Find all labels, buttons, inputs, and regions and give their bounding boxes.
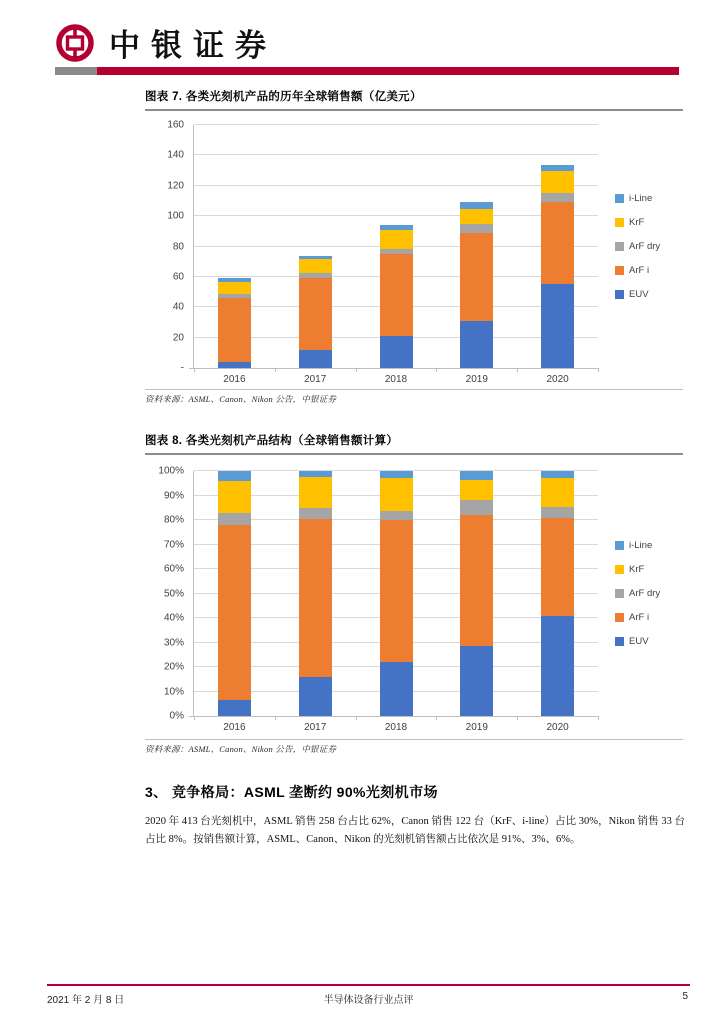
legend-label: i-Line — [629, 539, 653, 551]
header-rule — [55, 67, 679, 75]
legend-swatch — [615, 290, 624, 299]
legend-swatch — [615, 218, 624, 227]
legend-item — [615, 540, 683, 551]
figure-7-title-rule — [145, 109, 683, 111]
boc-emblem-icon — [55, 23, 95, 63]
x-axis-label: 2019 — [465, 374, 488, 385]
legend-swatch — [615, 266, 624, 275]
legend-label: ArF i — [629, 611, 650, 623]
header-logo — [55, 20, 277, 65]
figure-8-source: 资料来源：ASML、Canon、Nikon 公告，中银证券 — [145, 744, 337, 754]
bar-segment — [299, 273, 332, 278]
bar-segment — [541, 171, 574, 193]
bar-segment — [380, 520, 413, 662]
legend-item — [615, 588, 683, 599]
y-axis-label: 160 — [167, 119, 184, 131]
y-axis-label: 10% — [163, 686, 184, 697]
x-axis-label: 2020 — [546, 722, 569, 733]
bar-segment — [380, 249, 413, 254]
x-axis-tick — [517, 716, 518, 720]
y-axis — [145, 119, 189, 374]
figure-8-chart — [145, 461, 683, 739]
x-axis-tick — [275, 368, 276, 372]
figure-8-title: 图表 8. 各类光刻机产品结构（全球销售额计算） — [145, 435, 399, 447]
bar-segment — [460, 209, 493, 224]
footer-rule — [47, 984, 690, 986]
bar-segment — [218, 700, 251, 716]
legend-swatch — [615, 541, 624, 550]
y-axis-label: 120 — [167, 180, 184, 192]
x-axis-tick — [436, 368, 437, 372]
figure-7-source: 资料来源：ASML、Canon、Nikon 公告，中银证券 — [145, 394, 337, 404]
bar-segment — [299, 278, 332, 349]
section-body: 2020 年 413 台光刻机中，ASML 销售 258 台占比 62%，Canon 销售 122 台（KrF、i-line）占比 30%，Nikon 销售 33 台占比 8%。按销售额计算，ASML、Canon、Nikon 的光刻机销售额占比依次是 91%、3%、6%。 — [145, 816, 685, 846]
legend-label: KrF — [629, 563, 645, 575]
bar-segment — [541, 518, 574, 616]
bar-segment — [380, 478, 413, 511]
bar-segment — [218, 513, 251, 525]
bar-segment — [218, 278, 251, 282]
bar-segment — [541, 471, 574, 478]
x-axis-label: 2020 — [546, 374, 569, 385]
grid-line — [194, 185, 598, 186]
bar-segment — [380, 511, 413, 520]
y-axis-label: 80% — [163, 514, 184, 526]
bar-segment — [299, 256, 332, 259]
grid-line — [194, 124, 598, 125]
y-axis-label: 70% — [163, 539, 184, 550]
footer-date: 2021 年 2 月 8 日 — [47, 995, 125, 1006]
y-axis-label: 140 — [167, 149, 184, 161]
figure-8-title-rule — [145, 453, 683, 455]
bar-segment — [380, 225, 413, 230]
figure-8-source-rule — [145, 739, 683, 740]
x-axis-line — [189, 716, 598, 717]
grid-line — [194, 215, 598, 216]
legend-swatch — [615, 242, 624, 251]
bar-segment — [541, 478, 574, 506]
bar-segment — [460, 515, 493, 646]
bar-segment — [460, 480, 493, 501]
y-axis-label: 50% — [163, 588, 184, 599]
x-axis-label: 2017 — [304, 374, 327, 385]
legend-item — [615, 241, 683, 252]
y-axis-label: 40% — [163, 612, 184, 624]
section-heading: 3、 竞争格局：ASML 垄断约 90%光刻机市场 — [145, 784, 438, 800]
x-axis-line — [189, 368, 598, 369]
legend-item — [615, 289, 683, 300]
bar-segment — [460, 646, 493, 716]
x-axis-label: 2017 — [304, 722, 327, 733]
legend-item — [615, 265, 683, 276]
bar-segment — [218, 525, 251, 700]
y-axis-label: 20 — [172, 332, 184, 344]
figure-7-title: 图表 7. 各类光刻机产品的历年全球销售额（亿美元） — [145, 91, 422, 103]
y-axis-label: 20% — [163, 661, 184, 673]
bar-segment — [460, 321, 493, 368]
legend-item — [615, 564, 683, 575]
x-axis-label: 2016 — [223, 374, 246, 385]
grid-line — [194, 154, 598, 155]
footer-page-number: 5 — [682, 991, 688, 1002]
bar-segment — [299, 508, 332, 519]
bar-segment — [299, 519, 332, 677]
header-rule-gray — [55, 67, 97, 75]
bar-segment — [460, 471, 493, 480]
x-axis-label: 2019 — [465, 722, 488, 733]
bar-segment — [299, 477, 332, 508]
bar-segment — [299, 471, 332, 477]
y-axis-label: - — [180, 362, 184, 374]
plot-area — [193, 125, 598, 385]
x-axis-tick — [356, 716, 357, 720]
y-axis — [145, 465, 189, 722]
bar-segment — [460, 224, 493, 233]
y-axis-label: 100 — [167, 210, 184, 222]
bar-segment — [380, 471, 413, 478]
bar-segment — [218, 362, 251, 368]
bar-segment — [218, 298, 251, 362]
x-axis-label: 2018 — [384, 722, 408, 733]
x-axis-tick — [356, 368, 357, 372]
bar-segment — [541, 284, 574, 368]
legend-label: EUV — [629, 635, 649, 647]
bar-segment — [218, 471, 251, 481]
x-axis-tick — [194, 368, 195, 372]
legend-swatch — [615, 613, 624, 622]
bar-segment — [460, 500, 493, 515]
header-rule-red — [97, 67, 679, 75]
legend-label: ArF i — [629, 264, 650, 276]
bar-segment — [299, 350, 332, 368]
figure-7-chart — [145, 117, 683, 389]
bar-segment — [460, 202, 493, 208]
y-axis-label: 60% — [163, 563, 184, 575]
legend-swatch — [615, 589, 624, 598]
bar-segment — [380, 662, 413, 716]
y-axis-label: 30% — [163, 637, 184, 648]
legend-label: i-Line — [629, 192, 653, 204]
bar-segment — [218, 282, 251, 294]
legend-label: EUV — [629, 288, 649, 300]
bar-segment — [218, 481, 251, 513]
y-axis-label: 90% — [163, 490, 184, 501]
legend-label: ArF dry — [629, 587, 661, 599]
y-axis-label: 40 — [172, 301, 184, 313]
x-axis-tick — [598, 368, 599, 372]
x-axis-tick — [436, 716, 437, 720]
legend-label: KrF — [629, 216, 645, 228]
y-axis-label: 0% — [169, 710, 184, 722]
bar-segment — [380, 230, 413, 249]
legend-item — [615, 193, 683, 204]
figure-8 — [145, 432, 683, 755]
legend-item — [615, 612, 683, 623]
bar-segment — [299, 259, 332, 273]
y-axis-label: 100% — [158, 465, 184, 477]
legend-item — [615, 217, 683, 228]
bar-segment — [541, 193, 574, 202]
plot-area — [193, 471, 598, 733]
x-axis-tick — [517, 368, 518, 372]
bar-segment — [541, 507, 574, 518]
bar-segment — [380, 336, 413, 368]
footer-report-title: 半导体设备行业点评 — [323, 995, 414, 1006]
bar-segment — [541, 165, 574, 172]
bar-segment — [218, 294, 251, 298]
bar-segment — [380, 254, 413, 336]
y-axis-label: 60 — [172, 271, 184, 283]
chart-legend — [603, 117, 683, 375]
x-axis-tick — [194, 716, 195, 720]
bar-segment — [541, 616, 574, 716]
legend-label: ArF dry — [629, 240, 661, 252]
bar-segment — [299, 677, 332, 716]
x-axis-label: 2016 — [223, 722, 246, 733]
x-axis-tick — [598, 716, 599, 720]
brand-wordmark: 中银证券 — [109, 28, 277, 63]
legend-item — [615, 636, 683, 647]
y-axis-label: 80 — [172, 241, 184, 252]
legend-swatch — [615, 194, 624, 203]
bar-segment — [541, 202, 574, 284]
figure-7-source-rule — [145, 389, 683, 390]
bar-segment — [460, 233, 493, 321]
figure-7 — [145, 88, 683, 405]
chart-legend — [603, 461, 683, 725]
legend-swatch — [615, 637, 624, 646]
legend-swatch — [615, 565, 624, 574]
x-axis-tick — [275, 716, 276, 720]
x-axis-label: 2018 — [384, 374, 408, 385]
